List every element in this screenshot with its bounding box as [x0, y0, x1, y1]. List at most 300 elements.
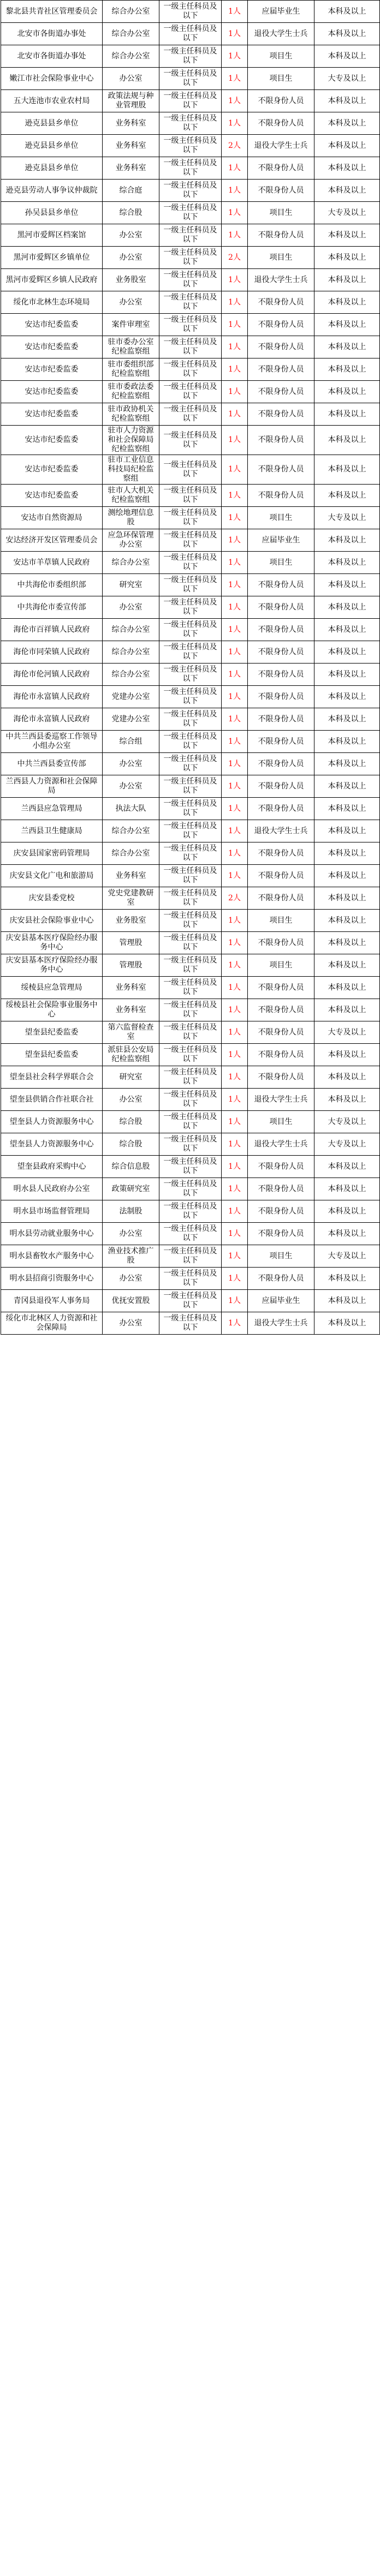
unit-cell: 庆安县基本医疗保险经办服务中心 [1, 932, 103, 954]
table-row [1, 68, 380, 90]
headcount-cell: 1人 [222, 619, 248, 641]
requirement-cell: 不限身份人员 [248, 932, 314, 954]
grade-cell: 一级主任科员及以下 [159, 157, 222, 180]
grade-cell: 一级主任科员及以下 [159, 529, 222, 552]
grade-cell: 一级主任科员及以下 [159, 1066, 222, 1089]
grade-cell: 一级主任科员及以下 [159, 1089, 222, 1111]
table-row [1, 1133, 380, 1156]
unit-cell: 海伦市百祥镇人民政府 [1, 619, 103, 641]
grade-cell: 一级主任科员及以下 [159, 1133, 222, 1156]
headcount-cell: 1人 [222, 455, 248, 485]
unit-cell: 逊克县劳动人事争议仲裁院 [1, 180, 103, 202]
grade-cell: 一级主任科员及以下 [159, 358, 222, 381]
table-row [1, 314, 380, 336]
headcount-cell: 1人 [222, 529, 248, 552]
grade-cell: 一级主任科员及以下 [159, 977, 222, 999]
department-cell: 办公室 [103, 1223, 159, 1245]
requirement-cell: 项目生 [248, 68, 314, 90]
education-cell: 本科及以上 [314, 291, 380, 314]
table-row [1, 842, 380, 865]
department-cell: 党建办公室 [103, 686, 159, 708]
table-row [1, 1312, 380, 1335]
grade-cell: 一级主任科员及以下 [159, 1223, 222, 1245]
unit-cell: 中共兰西县委宣传部 [1, 753, 103, 775]
requirement-cell: 项目生 [248, 247, 314, 269]
requirement-cell: 不限身份人员 [248, 619, 314, 641]
requirement-cell: 不限身份人员 [248, 775, 314, 798]
headcount-cell: 1人 [222, 731, 248, 753]
department-cell: 政策研究室 [103, 1178, 159, 1200]
unit-cell: 绥化市北林生态环境局 [1, 291, 103, 314]
requirement-cell: 项目生 [248, 910, 314, 932]
education-cell: 大专及以上 [314, 1245, 380, 1268]
grade-cell: 一级主任科员及以下 [159, 455, 222, 485]
headcount-cell: 1人 [222, 291, 248, 314]
table-row [1, 426, 380, 455]
education-cell: 本科及以上 [314, 842, 380, 865]
department-cell: 案件审理室 [103, 314, 159, 336]
table-row [1, 403, 380, 426]
unit-cell: 兰西县卫生健康局 [1, 820, 103, 842]
department-cell: 综合办公室 [103, 664, 159, 686]
grade-cell: 一级主任科员及以下 [159, 381, 222, 403]
grade-cell: 一级主任科员及以下 [159, 865, 222, 887]
table-row [1, 552, 380, 574]
requirement-cell: 项目生 [248, 954, 314, 977]
headcount-cell: 1人 [222, 358, 248, 381]
education-cell: 本科及以上 [314, 358, 380, 381]
department-cell: 办公室 [103, 68, 159, 90]
unit-cell: 北安市各街道办事处 [1, 45, 103, 68]
unit-cell: 逊克县县乡单位 [1, 112, 103, 135]
education-cell: 本科及以上 [314, 686, 380, 708]
education-cell: 本科及以上 [314, 336, 380, 358]
requirement-cell: 项目生 [248, 202, 314, 224]
table-row [1, 1223, 380, 1245]
headcount-cell: 1人 [222, 596, 248, 619]
department-cell: 驻市委办公室纪检监察组 [103, 336, 159, 358]
headcount-cell: 1人 [222, 314, 248, 336]
requirement-cell: 不限身份人员 [248, 1223, 314, 1245]
table-row [1, 910, 380, 932]
grade-cell: 一级主任科员及以下 [159, 753, 222, 775]
requirement-cell: 应届毕业生 [248, 529, 314, 552]
headcount-cell: 1人 [222, 507, 248, 529]
unit-cell: 庆安县文化广电和旅游局 [1, 865, 103, 887]
department-cell: 驻市委政法委纪检监察组 [103, 381, 159, 403]
requirement-cell: 项目生 [248, 1245, 314, 1268]
headcount-cell: 1人 [222, 112, 248, 135]
headcount-cell: 1人 [222, 23, 248, 45]
requirement-cell: 退役大学生士兵 [248, 1133, 314, 1156]
headcount-cell: 1人 [222, 1245, 248, 1268]
headcount-cell: 1人 [222, 1133, 248, 1156]
headcount-cell: 1人 [222, 1268, 248, 1290]
recruitment-table-page [1, 0, 379, 1335]
education-cell: 本科及以上 [314, 485, 380, 507]
requirement-cell: 不限身份人员 [248, 1044, 314, 1066]
education-cell: 本科及以上 [314, 1156, 380, 1178]
unit-cell: 黎北县共青社区管理委员会 [1, 1, 103, 23]
headcount-cell: 1人 [222, 1066, 248, 1089]
unit-cell: 望奎县社会科学界联合会 [1, 1066, 103, 1089]
unit-cell: 望奎县人力资源服务中心 [1, 1133, 103, 1156]
headcount-cell: 1人 [222, 1200, 248, 1223]
department-cell: 办公室 [103, 753, 159, 775]
education-cell: 本科及以上 [314, 977, 380, 999]
department-cell: 法制股 [103, 1200, 159, 1223]
unit-cell: 望奎县人力资源服务中心 [1, 1111, 103, 1133]
requirement-cell: 不限身份人员 [248, 314, 314, 336]
requirement-cell: 不限身份人员 [248, 224, 314, 247]
requirement-cell: 不限身份人员 [248, 596, 314, 619]
requirement-cell: 不限身份人员 [248, 455, 314, 485]
grade-cell: 一级主任科员及以下 [159, 1021, 222, 1044]
education-cell: 本科及以上 [314, 45, 380, 68]
requirement-cell: 不限身份人员 [248, 1021, 314, 1044]
grade-cell: 一级主任科员及以下 [159, 775, 222, 798]
unit-cell: 明水县人民政府办公室 [1, 1178, 103, 1200]
department-cell: 党建办公室 [103, 708, 159, 731]
table-row [1, 775, 380, 798]
grade-cell: 一级主任科员及以下 [159, 619, 222, 641]
department-cell: 办公室 [103, 1089, 159, 1111]
education-cell: 本科及以上 [314, 865, 380, 887]
education-cell: 本科及以上 [314, 1, 380, 23]
education-cell: 本科及以上 [314, 1312, 380, 1335]
unit-cell: 黑河市爱辉区档案馆 [1, 224, 103, 247]
grade-cell: 一级主任科员及以下 [159, 426, 222, 455]
requirement-cell: 不限身份人员 [248, 112, 314, 135]
table-row [1, 336, 380, 358]
table-row [1, 686, 380, 708]
unit-cell: 庆安县委党校 [1, 887, 103, 910]
requirement-cell: 不限身份人员 [248, 753, 314, 775]
unit-cell: 庆安县基本医疗保险经办服务中心 [1, 954, 103, 977]
table-row [1, 180, 380, 202]
department-cell: 综合办公室 [103, 23, 159, 45]
unit-cell: 海伦市同荣镇人民政府 [1, 641, 103, 664]
education-cell: 本科及以上 [314, 381, 380, 403]
education-cell: 本科及以上 [314, 180, 380, 202]
headcount-cell: 1人 [222, 574, 248, 596]
requirement-cell: 不限身份人员 [248, 157, 314, 180]
education-cell: 本科及以上 [314, 1290, 380, 1312]
table-row [1, 358, 380, 381]
headcount-cell: 1人 [222, 45, 248, 68]
department-cell: 业务股室 [103, 269, 159, 291]
department-cell: 综合办公室 [103, 619, 159, 641]
headcount-cell: 1人 [222, 381, 248, 403]
unit-cell: 安达市纪委监委 [1, 336, 103, 358]
grade-cell: 一级主任科员及以下 [159, 507, 222, 529]
headcount-cell: 1人 [222, 910, 248, 932]
table-row [1, 485, 380, 507]
headcount-cell: 1人 [222, 224, 248, 247]
department-cell: 驻市委组织部纪检监察组 [103, 358, 159, 381]
education-cell: 本科及以上 [314, 426, 380, 455]
department-cell: 办公室 [103, 596, 159, 619]
requirement-cell: 应届毕业生 [248, 1290, 314, 1312]
grade-cell: 一级主任科员及以下 [159, 180, 222, 202]
grade-cell: 一级主任科员及以下 [159, 247, 222, 269]
education-cell: 本科及以上 [314, 314, 380, 336]
education-cell: 大专及以上 [314, 202, 380, 224]
unit-cell: 嫩江市社会保险事业中心 [1, 68, 103, 90]
grade-cell: 一级主任科员及以下 [159, 798, 222, 820]
grade-cell: 一级主任科员及以下 [159, 1290, 222, 1312]
requirement-cell: 不限身份人员 [248, 708, 314, 731]
education-cell: 本科及以上 [314, 664, 380, 686]
grade-cell: 一级主任科员及以下 [159, 68, 222, 90]
grade-cell: 一级主任科员及以下 [159, 664, 222, 686]
headcount-cell: 1人 [222, 954, 248, 977]
table-row [1, 455, 380, 485]
table-row [1, 596, 380, 619]
unit-cell: 绥化市北林区人力资源和社会保障局 [1, 1312, 103, 1335]
grade-cell: 一级主任科员及以下 [159, 1312, 222, 1335]
grade-cell: 一级主任科员及以下 [159, 954, 222, 977]
headcount-cell: 1人 [222, 485, 248, 507]
requirement-cell: 不限身份人员 [248, 485, 314, 507]
table-row [1, 798, 380, 820]
unit-cell: 中共海伦市委宣传部 [1, 596, 103, 619]
table-row [1, 135, 380, 157]
requirement-cell: 退役大学生士兵 [248, 135, 314, 157]
department-cell: 驻市政协机关纪检监察组 [103, 403, 159, 426]
department-cell: 执法大队 [103, 798, 159, 820]
headcount-cell: 1人 [222, 157, 248, 180]
headcount-cell: 1人 [222, 1089, 248, 1111]
requirement-cell: 不限身份人员 [248, 977, 314, 999]
unit-cell: 逊克县县乡单位 [1, 135, 103, 157]
headcount-cell: 1人 [222, 999, 248, 1021]
table-row [1, 1021, 380, 1044]
education-cell: 本科及以上 [314, 708, 380, 731]
table-row [1, 381, 380, 403]
table-row [1, 753, 380, 775]
unit-cell: 安达市羊草镇人民政府 [1, 552, 103, 574]
education-cell: 本科及以上 [314, 910, 380, 932]
requirement-cell: 不限身份人员 [248, 641, 314, 664]
department-cell: 党史党建教研室 [103, 887, 159, 910]
grade-cell: 一级主任科员及以下 [159, 686, 222, 708]
education-cell: 大专及以上 [314, 1021, 380, 1044]
table-row [1, 731, 380, 753]
education-cell: 本科及以上 [314, 619, 380, 641]
unit-cell: 望奎县政府采购中心 [1, 1156, 103, 1178]
requirement-cell: 不限身份人员 [248, 1066, 314, 1089]
headcount-cell: 2人 [222, 247, 248, 269]
table-row [1, 90, 380, 112]
table-row [1, 977, 380, 999]
requirement-cell: 退役大学生士兵 [248, 1312, 314, 1335]
headcount-cell: 1人 [222, 842, 248, 865]
department-cell: 第六监督检查室 [103, 1021, 159, 1044]
table-row [1, 1, 380, 23]
education-cell: 本科及以上 [314, 1178, 380, 1200]
headcount-cell: 1人 [222, 1111, 248, 1133]
department-cell: 业务科室 [103, 865, 159, 887]
requirement-cell: 不限身份人员 [248, 180, 314, 202]
requirement-cell: 不限身份人员 [248, 887, 314, 910]
unit-cell: 明水县市场监督管理局 [1, 1200, 103, 1223]
headcount-cell: 1人 [222, 1, 248, 23]
table-row [1, 1245, 380, 1268]
headcount-cell: 1人 [222, 1156, 248, 1178]
requirement-cell: 不限身份人员 [248, 381, 314, 403]
requirement-cell: 退役大学生士兵 [248, 1089, 314, 1111]
headcount-cell: 1人 [222, 336, 248, 358]
table-row [1, 641, 380, 664]
requirement-cell: 不限身份人员 [248, 358, 314, 381]
table-row [1, 574, 380, 596]
headcount-cell: 1人 [222, 1290, 248, 1312]
table-row [1, 291, 380, 314]
headcount-cell: 1人 [222, 1178, 248, 1200]
unit-cell: 望奎县纪委监委 [1, 1021, 103, 1044]
education-cell: 本科及以上 [314, 529, 380, 552]
department-cell: 研究室 [103, 1066, 159, 1089]
grade-cell: 一级主任科员及以下 [159, 269, 222, 291]
unit-cell: 黑河市爱辉区乡镇人民政府 [1, 269, 103, 291]
education-cell: 本科及以上 [314, 887, 380, 910]
headcount-cell: 1人 [222, 820, 248, 842]
grade-cell: 一级主任科员及以下 [159, 135, 222, 157]
table-row [1, 1178, 380, 1200]
education-cell: 本科及以上 [314, 135, 380, 157]
requirement-cell: 退役大学生士兵 [248, 269, 314, 291]
grade-cell: 一级主任科员及以下 [159, 403, 222, 426]
grade-cell: 一级主任科员及以下 [159, 485, 222, 507]
grade-cell: 一级主任科员及以下 [159, 45, 222, 68]
education-cell: 本科及以上 [314, 247, 380, 269]
requirement-cell: 项目生 [248, 507, 314, 529]
requirement-cell: 退役大学生士兵 [248, 820, 314, 842]
headcount-cell: 1人 [222, 798, 248, 820]
department-cell: 综合办公室 [103, 820, 159, 842]
headcount-cell: 1人 [222, 664, 248, 686]
department-cell: 派驻县公安局纪检监察组 [103, 1044, 159, 1066]
grade-cell: 一级主任科员及以下 [159, 820, 222, 842]
unit-cell: 绥棱县社会保险事业服务中心 [1, 999, 103, 1021]
headcount-cell: 1人 [222, 403, 248, 426]
table-row [1, 507, 380, 529]
department-cell: 政策法规与种业管理股 [103, 90, 159, 112]
department-cell: 管理股 [103, 932, 159, 954]
department-cell: 综合办公室 [103, 45, 159, 68]
positions-table-body [1, 1, 380, 1335]
department-cell: 综合庭 [103, 180, 159, 202]
grade-cell: 一级主任科员及以下 [159, 731, 222, 753]
grade-cell: 一级主任科员及以下 [159, 1245, 222, 1268]
department-cell: 测绘地理信息股 [103, 507, 159, 529]
headcount-cell: 1人 [222, 753, 248, 775]
requirement-cell: 不限身份人员 [248, 336, 314, 358]
grade-cell: 一级主任科员及以下 [159, 574, 222, 596]
requirement-cell: 不限身份人员 [248, 1200, 314, 1223]
education-cell: 本科及以上 [314, 1066, 380, 1089]
education-cell: 大专及以上 [314, 507, 380, 529]
education-cell: 本科及以上 [314, 731, 380, 753]
grade-cell: 一级主任科员及以下 [159, 932, 222, 954]
requirement-cell: 项目生 [248, 552, 314, 574]
requirement-cell: 不限身份人员 [248, 574, 314, 596]
department-cell: 综合信息股 [103, 1156, 159, 1178]
department-cell: 驻市人大机关纪检监察组 [103, 485, 159, 507]
unit-cell: 中共兰西县委巡察工作领导小组办公室 [1, 731, 103, 753]
department-cell: 综合股 [103, 1133, 159, 1156]
department-cell: 研究室 [103, 574, 159, 596]
headcount-cell: 2人 [222, 887, 248, 910]
education-cell: 本科及以上 [314, 1268, 380, 1290]
department-cell: 业务科室 [103, 135, 159, 157]
table-row [1, 202, 380, 224]
requirement-cell: 不限身份人员 [248, 1268, 314, 1290]
education-cell: 本科及以上 [314, 90, 380, 112]
table-row [1, 23, 380, 45]
headcount-cell: 1人 [222, 641, 248, 664]
table-row [1, 269, 380, 291]
table-row [1, 247, 380, 269]
table-row [1, 45, 380, 68]
headcount-cell: 1人 [222, 708, 248, 731]
education-cell: 本科及以上 [314, 999, 380, 1021]
headcount-cell: 1人 [222, 932, 248, 954]
unit-cell: 庆安县国家密码管理局 [1, 842, 103, 865]
grade-cell: 一级主任科员及以下 [159, 1111, 222, 1133]
department-cell: 综合股 [103, 202, 159, 224]
requirement-cell: 退役大学生士兵 [248, 23, 314, 45]
education-cell: 本科及以上 [314, 820, 380, 842]
department-cell: 综合办公室 [103, 842, 159, 865]
department-cell: 办公室 [103, 224, 159, 247]
unit-cell: 逊克县县乡单位 [1, 157, 103, 180]
grade-cell: 一级主任科员及以下 [159, 999, 222, 1021]
education-cell: 本科及以上 [314, 224, 380, 247]
requirement-cell: 不限身份人员 [248, 686, 314, 708]
headcount-cell: 1人 [222, 686, 248, 708]
grade-cell: 一级主任科员及以下 [159, 1178, 222, 1200]
requirement-cell: 不限身份人员 [248, 403, 314, 426]
education-cell: 本科及以上 [314, 753, 380, 775]
headcount-cell: 1人 [222, 977, 248, 999]
table-row [1, 664, 380, 686]
grade-cell: 一级主任科员及以下 [159, 708, 222, 731]
grade-cell: 一级主任科员及以下 [159, 552, 222, 574]
education-cell: 本科及以上 [314, 954, 380, 977]
education-cell: 大专及以上 [314, 1111, 380, 1133]
headcount-cell: 1人 [222, 865, 248, 887]
headcount-cell: 1人 [222, 269, 248, 291]
department-cell: 办公室 [103, 247, 159, 269]
grade-cell: 一级主任科员及以下 [159, 291, 222, 314]
unit-cell: 望奎县供销合作社联合社 [1, 1089, 103, 1111]
table-row [1, 1290, 380, 1312]
department-cell: 综合股 [103, 1111, 159, 1133]
table-row [1, 1268, 380, 1290]
education-cell: 本科及以上 [314, 775, 380, 798]
headcount-cell: 1人 [222, 202, 248, 224]
education-cell: 本科及以上 [314, 23, 380, 45]
grade-cell: 一级主任科员及以下 [159, 314, 222, 336]
headcount-cell: 2人 [222, 135, 248, 157]
table-row [1, 932, 380, 954]
unit-cell: 安达市纪委监委 [1, 381, 103, 403]
education-cell: 本科及以上 [314, 403, 380, 426]
education-cell: 本科及以上 [314, 455, 380, 485]
education-cell: 本科及以上 [314, 157, 380, 180]
